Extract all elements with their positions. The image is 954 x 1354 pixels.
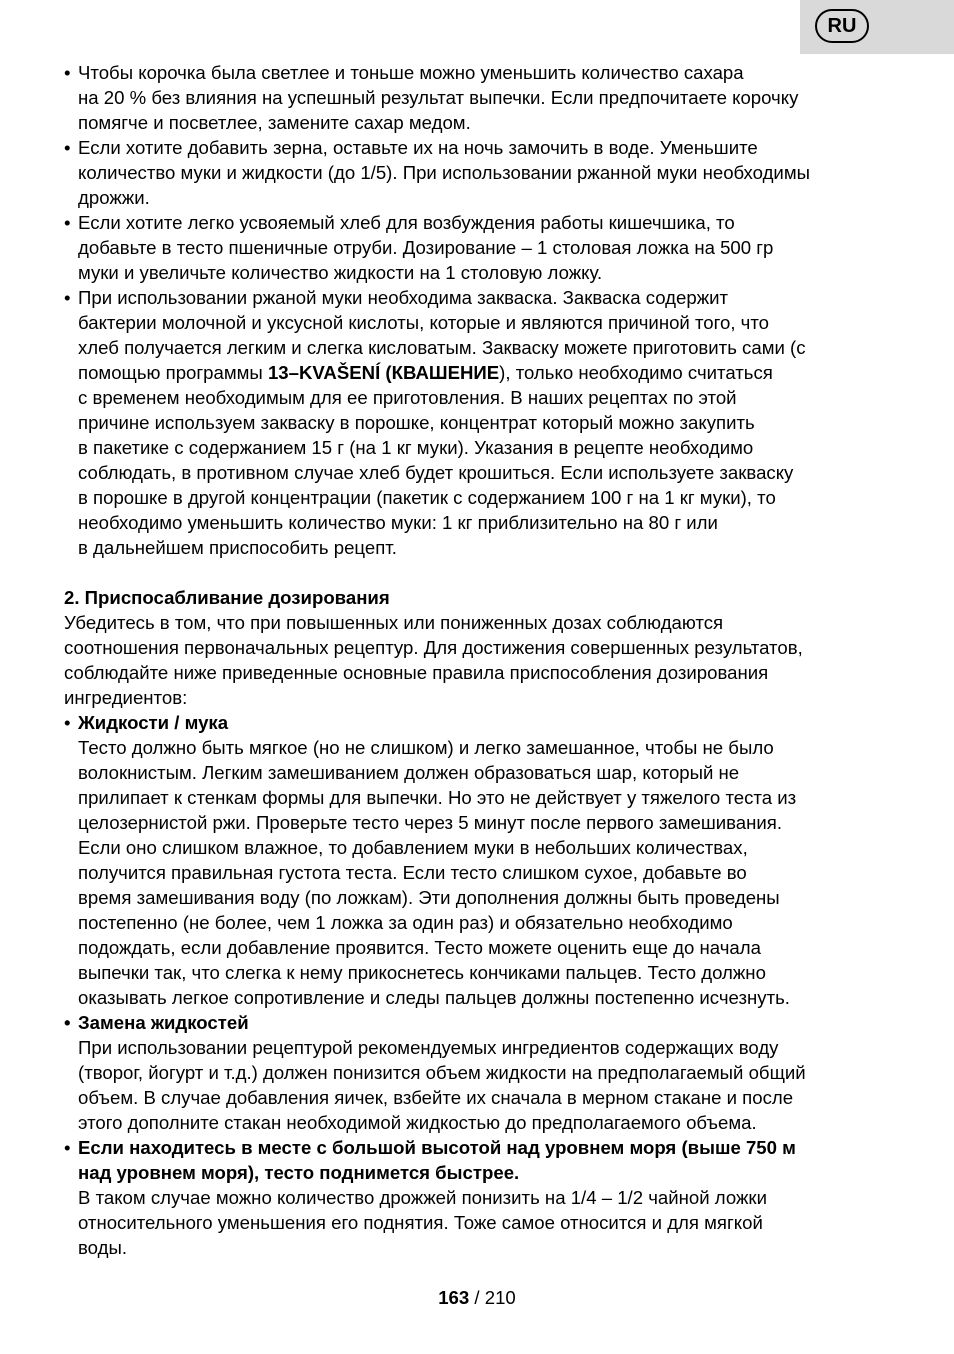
text-line: ингредиентов:	[64, 687, 188, 708]
bullet-sourdough	[64, 285, 894, 560]
text-line: помягче и посветлее, замените сахар медом.	[78, 112, 471, 133]
bullet-crust	[64, 60, 894, 135]
page-number	[0, 1285, 954, 1310]
text-line: В таком случае можно количество дрожжей понизить на 1/4 – 1/2 чайной ложки	[78, 1187, 767, 1208]
text-line: в пакетике с содержанием 15 г (на 1 кг муки). Указания в рецепте необходимо	[78, 437, 754, 458]
spacer	[64, 560, 894, 585]
text-line: соблюдать, в противном случае хлеб будет крошиться. Если используете закваску	[78, 462, 794, 483]
text-line: с временем необходимым для ее приготовления. В наших рецептах по этой	[78, 387, 737, 408]
language-badge: RU	[815, 9, 869, 43]
text-line: (творог, йогурт и т.д.) должен понизится объем жидкости на предполагаемый общий	[78, 1062, 806, 1083]
text-line: подождать, если добавление проявится. Тесто можете оценить еще до начала	[78, 937, 761, 958]
text-line: получится правильная густота теста. Если тесто слишком сухое, добавьте во	[78, 862, 747, 883]
bullet-liquid-replacement	[64, 1010, 894, 1135]
text-line: дрожжи.	[78, 187, 150, 208]
bullet-title: • Жидкости / мука	[78, 712, 229, 733]
text-line: муки и увеличьте количество жидкости на 1 столовую ложку.	[78, 262, 603, 283]
text-line: время замешивания воду (по ложкам). Эти дополнения должны быть проведены	[78, 887, 780, 908]
text-line: количество муки и жидкости (до 1/5). При использовании ржанной муки необходимы	[78, 162, 810, 183]
text-segment: ), только необходимо считаться	[499, 362, 773, 383]
page-content	[64, 60, 894, 1260]
text-line: относительного уменьшения его поднятия. Тоже самое относится и для мягкой	[78, 1212, 763, 1233]
text-line: постепенно (не более, чем 1 ложка за один раз) и обязательно необходимо	[78, 912, 733, 933]
text-line: хлеб получается легким и слегка кисловатым. Закваску можете приготовить сами (с	[78, 337, 806, 358]
current-page: 163	[438, 1287, 470, 1308]
text-line: в порошке в другой концентрации (пакетик с содержанием 100 г на 1 кг муки), то	[78, 487, 776, 508]
bullet-title: над уровнем моря), тесто поднимется быстрее.	[78, 1162, 520, 1183]
bullet-bran	[64, 210, 894, 285]
text-line: • При использовании ржаной муки необходима закваска. Закваска содержит	[78, 287, 729, 308]
bullet-grains	[64, 135, 894, 210]
text-line: • Если хотите легко усвояемый хлеб для возбуждения работы кишечшика, то	[78, 212, 735, 233]
bullet-liquids-flour	[64, 710, 894, 1010]
text-segment: помощью программы	[78, 362, 268, 383]
text-line: бактерии молочной и уксусной кислоты, которые и являются причиной того, что	[78, 312, 770, 333]
text-line: причине используем закваску в порошке, концентрат который можно закупить	[78, 412, 755, 433]
text-line	[78, 360, 894, 385]
text-line: При использовании рецептурой рекомендуемых ингредиентов содержащих воду	[78, 1037, 779, 1058]
text-line: целозернистой ржи. Проверьте тесто через 5 минут после первого замешивания.	[78, 812, 783, 833]
text-line: • Чтобы корочка была светлее и тоньше можно уменьшить количество сахара	[78, 62, 744, 83]
text-line: прилипает к стенкам формы для выпечки. Но это не действует у тяжелого теста из	[78, 787, 797, 808]
text-line: выпечки так, что слегка к нему прикоснетесь кончиками пальцев. Тесто должно	[78, 962, 766, 983]
text-line: Тесто должно быть мягкое (но не слишком) и легко замешанное, чтобы не было	[78, 737, 774, 758]
language-tab	[800, 0, 954, 54]
text-line: этого дополните стакан необходимой жидкостью до предполагаемого объема.	[78, 1112, 757, 1133]
text-line: объем. В случае добавления яичек, взбейте их сначала в мерном стакане и после	[78, 1087, 794, 1108]
section-title: 2. Приспосабливание дозирования	[64, 587, 390, 608]
text-line: оказывать легкое сопротивление и следы пальцев должны постепенно исчезнуть.	[78, 987, 790, 1008]
total-pages: / 210	[469, 1287, 516, 1308]
text-line: воды.	[78, 1237, 127, 1258]
program-name: 13–KVAŠENÍ (КВАШЕНИЕ	[267, 362, 500, 383]
bullet-title: • Замена жидкостей	[78, 1012, 249, 1033]
text-line: волокнистым. Легким замешиванием должен образоваться шар, который не	[78, 762, 740, 783]
text-line: добавьте в тесто пшеничные отруби. Дозирование – 1 столовая ложка на 500 гр	[78, 237, 774, 258]
text-line: необходимо уменьшить количество муки: 1 кг приблизительно на 80 г или	[78, 512, 718, 533]
text-line: • Если хотите добавить зерна, оставьте их на ночь замочить в воде. Уменьшите	[78, 137, 758, 158]
text-line: Убедитесь в том, что при повышенных или пониженных дозах соблюдаются	[64, 612, 724, 633]
bullet-title: • Если находитесь в месте с большой высотой над уровнем моря (выше 750 м	[78, 1137, 796, 1158]
text-line: на 20 % без влияния на успешный результат выпечки. Если предпочитаете корочку	[78, 87, 799, 108]
section-heading	[64, 585, 894, 610]
section-intro	[64, 610, 894, 710]
text-line: соотношения первоначальных рецептур. Для достижения совершенных результатов,	[64, 637, 803, 658]
text-line: Если оно слишком влажное, то добавлением муки в небольших количествах,	[78, 837, 748, 858]
bullet-high-altitude	[64, 1135, 894, 1260]
text-line: соблюдайте ниже приведенные основные правила приспособления дозирования	[64, 662, 769, 683]
text-line: в дальнейшем приспособить рецепт.	[78, 537, 397, 558]
